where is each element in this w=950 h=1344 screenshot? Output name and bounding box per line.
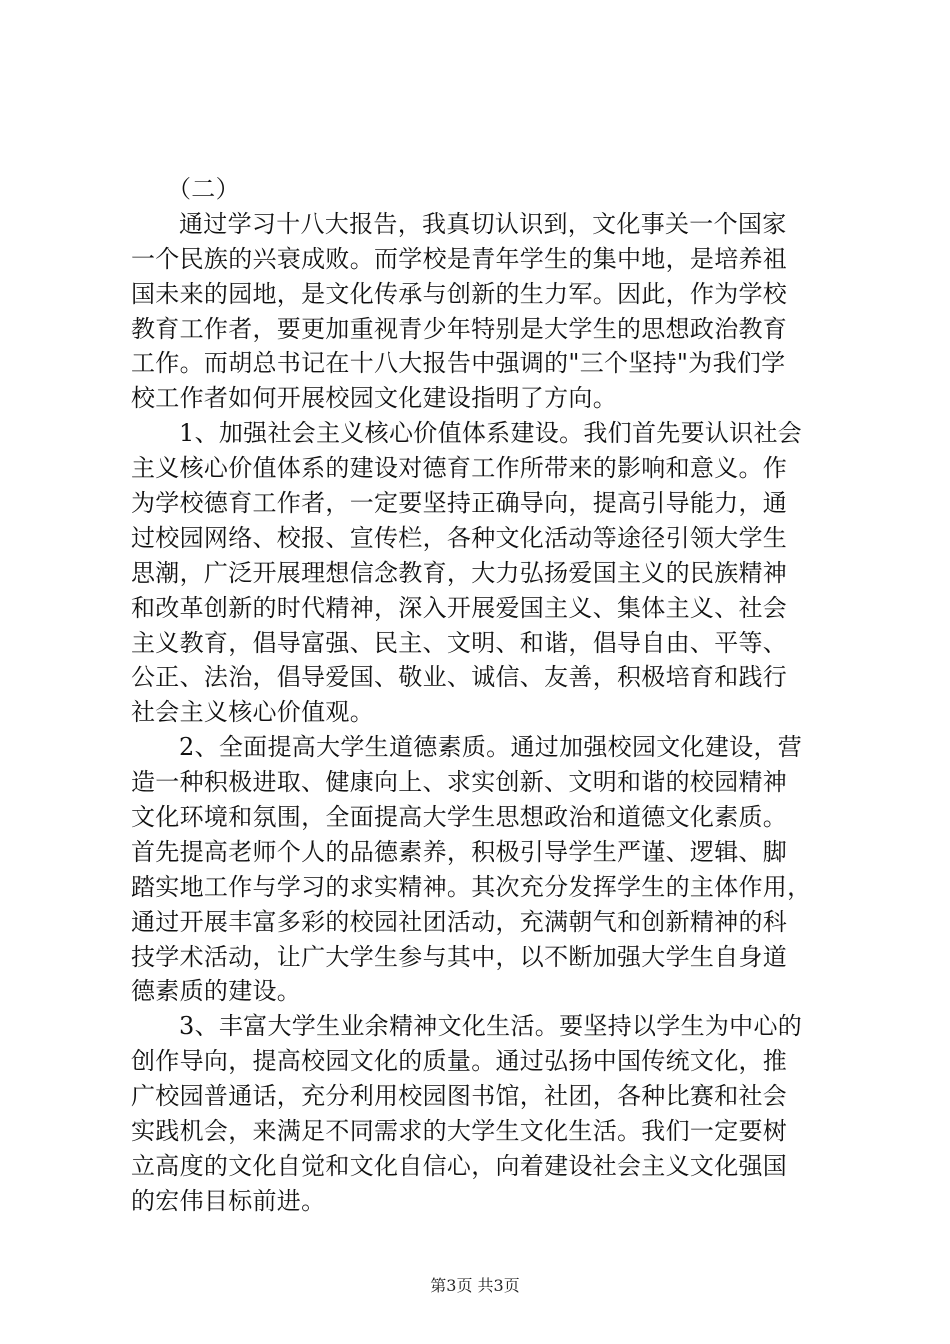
paragraph-line: 社会主义核心价值观。	[131, 698, 374, 727]
document-body	[131, 172, 831, 1219]
paragraph-line: 主义核心价值体系的建设对德育工作所带来的影响和意义。作	[131, 454, 788, 483]
paragraph-line: 德素质的建设。	[131, 977, 302, 1006]
paragraph-line: 实践机会，来满足不同需求的大学生文化生活。我们一定要树	[131, 1117, 788, 1146]
paragraph-line: 造一种积极进取、健康向上、求实创新、文明和谐的校园精神	[131, 768, 788, 797]
paragraph-line: 踏实地工作与学习的求实精神。其次充分发挥学生的主体作用，	[131, 872, 812, 901]
paragraph-line: 教育工作者，要更加重视青少年特别是大学生的思想政治教育	[131, 314, 788, 343]
page-number-footer: 第3页 共3页	[430, 1276, 520, 1295]
paragraph-line: 创作导向，提高校园文化的质量。通过弘扬中国传统文化，推	[131, 1047, 788, 1076]
paragraph-line: 通过学习十八大报告，我真切认识到，文化事关一个国家	[179, 209, 787, 238]
paragraph-line: 主义教育，倡导富强、民主、文明、和谐，倡导自由、平等、	[131, 628, 788, 657]
paragraph-line: 3、丰富大学生业余精神文化生活。要坚持以学生为中心的	[179, 1012, 803, 1041]
paragraph-line: 一个民族的兴衰成败。而学校是青年学生的集中地，是培养祖	[131, 244, 788, 273]
paragraph-line: 广校园普通话，充分利用校园图书馆，社团，各种比赛和社会	[131, 1082, 788, 1111]
paragraph-line: 的宏伟目标前进。	[131, 1186, 326, 1215]
paragraph-line: 校工作者如何开展校园文化建设指明了方向。	[131, 384, 617, 413]
paragraph-line: 思潮，广泛开展理想信念教育，大力弘扬爱国主义的民族精神	[131, 558, 788, 587]
paragraph-line: 公正、法治，倡导爱国、敬业、诚信、友善，积极培育和践行	[131, 663, 788, 692]
paragraph-line: 文化环境和氛围，全面提高大学生思想政治和道德文化素质。	[131, 803, 788, 832]
paragraph-line: 和改革创新的时代精神，深入开展爱国主义、集体主义、社会	[131, 593, 788, 622]
paragraph-line: 技学术活动，让广大学生参与其中，以不断加强大学生自身道	[131, 942, 788, 971]
paragraph-line: 通过开展丰富多彩的校园社团活动，充满朝气和创新精神的科	[131, 907, 788, 936]
paragraph-line: 国未来的园地，是文化传承与创新的生力军。因此，作为学校	[131, 279, 788, 308]
paragraph-line: 过校园网络、校报、宣传栏，各种文化活动等途径引领大学生	[131, 523, 788, 552]
paragraph-line: 2、全面提高大学生道德素质。通过加强校园文化建设，营	[179, 733, 803, 762]
paragraph-line: 首先提高老师个人的品德素养，积极引导学生严谨、逻辑、脚	[131, 837, 788, 866]
section-heading: （二）	[167, 175, 240, 203]
paragraph-line: 工作。而胡总书记在十八大报告中强调的"三个坚持"为我们学	[131, 349, 786, 378]
paragraph-line: 1、加强社会主义核心价值体系建设。我们首先要认识社会	[179, 419, 803, 448]
paragraph-line: 立高度的文化自觉和文化自信心，向着建设社会主义文化强国	[131, 1151, 788, 1180]
paragraph-line: 为学校德育工作者，一定要坚持正确导向，提高引导能力，通	[131, 489, 788, 518]
